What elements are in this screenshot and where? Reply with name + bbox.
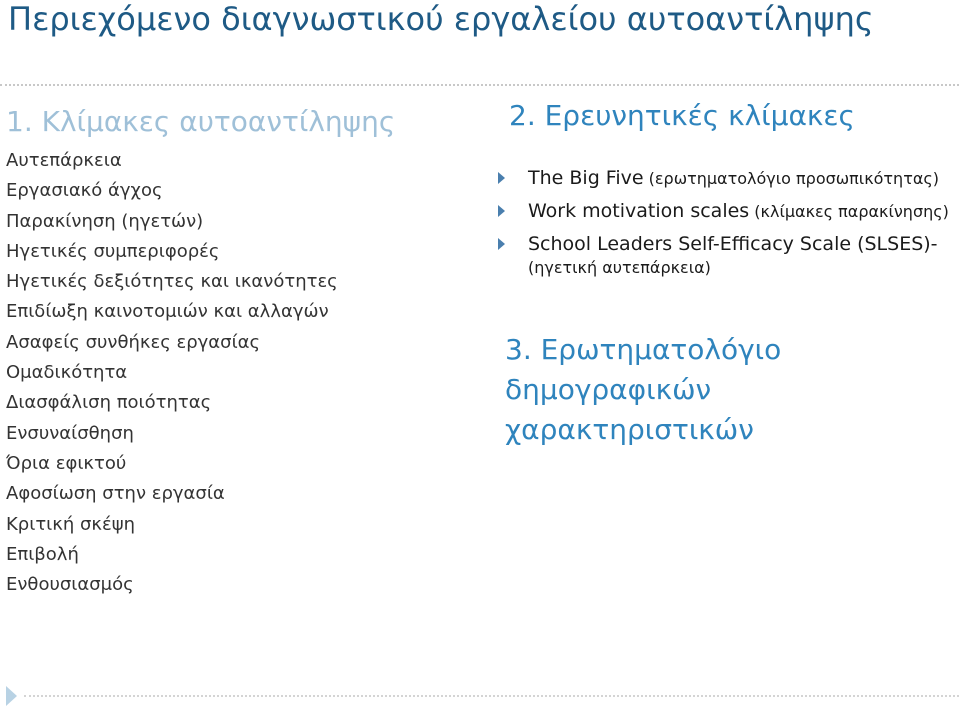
list-item: Όρια εφικτού — [6, 452, 127, 474]
list-item: Αφοσίωση στην εργασία — [6, 483, 225, 505]
list-item: Ομαδικότητα — [6, 362, 128, 384]
list-item: Κριτική σκέψη — [6, 513, 136, 535]
list-item: Ηγετικές δεξιότητες και ικανότητες — [6, 271, 338, 293]
scale-description: (κλίμακες παρακίνησης) — [754, 202, 949, 221]
research-scales-section — [485, 96, 955, 450]
self-perception-scales-list — [0, 146, 470, 600]
list-item: Παρακίνηση (ηγετών) — [6, 210, 204, 232]
list-item: Ενθουσιασμός — [6, 574, 134, 596]
title-divider — [0, 84, 959, 86]
list-item — [485, 232, 955, 280]
list-item: Ηγετικές συμπεριφορές — [6, 240, 220, 262]
section3-heading: 3. Ερωτηματολόγιο δημογραφικών χαρακτηριστικών — [505, 333, 782, 446]
scale-name: Work motivation scales — [528, 200, 750, 222]
slide-title: Περιεχόμενο διαγνωστικού εργαλείου αυτοαντίληψης — [8, 0, 874, 38]
list-item: Επιδίωξη καινοτομιών και αλλαγών — [6, 301, 329, 323]
scale-description: (ερωτηματολόγιο προσωπικότητας) — [648, 169, 940, 188]
list-item: Ενσυναίσθηση — [6, 422, 134, 444]
section1-heading: 1. Κλίμακες αυτοαντίληψης — [6, 105, 396, 138]
list-item: Αυτεπάρκεια — [6, 150, 122, 171]
list-item: Ασαφείς συνθήκες εργασίας — [6, 331, 261, 353]
scale-name: The Big Five — [528, 167, 644, 189]
research-scales-list — [485, 166, 955, 280]
footer-divider — [24, 695, 959, 697]
scale-description: (ηγετική αυτεπάρκεια) — [528, 258, 711, 277]
list-item: Διασφάλιση ποιότητας — [6, 392, 212, 414]
triangle-bullet-icon — [498, 172, 505, 184]
list-item: Επιβολή — [6, 543, 79, 565]
triangle-bullet-icon — [498, 205, 505, 217]
list-item — [485, 166, 955, 191]
triangle-marker-icon — [6, 686, 17, 706]
list-item — [485, 199, 955, 224]
scale-name: School Leaders Self-Efficacy Scale (SLSES)- — [528, 233, 938, 255]
list-item: Εργασιακό άγχος — [6, 180, 163, 202]
triangle-bullet-icon — [498, 238, 505, 250]
self-perception-scales-section — [0, 104, 470, 600]
section2-heading: 2. Ερευνητικές κλίμακες — [509, 99, 855, 132]
